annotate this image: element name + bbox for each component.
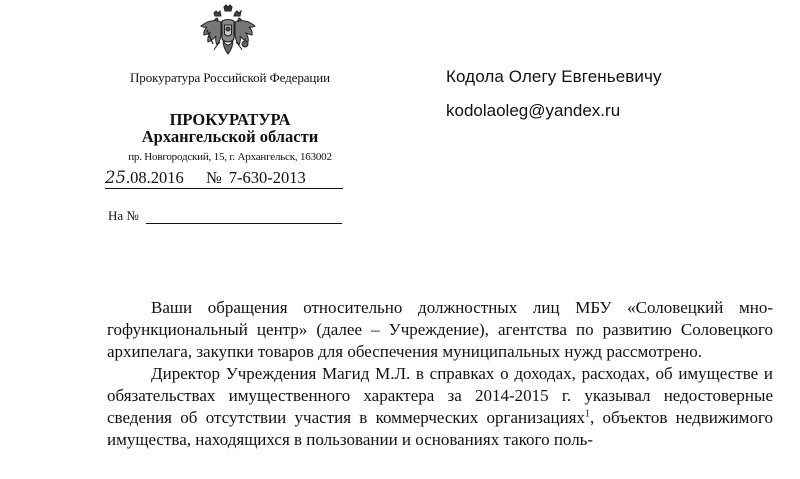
number-sign: № bbox=[206, 168, 222, 187]
reference-number-value: 7-630-2013 bbox=[228, 168, 306, 187]
recipient-email: kodolaoleg@yandex.ru bbox=[446, 101, 621, 120]
body-paragraph-2 bbox=[107, 363, 773, 451]
recipient-name: Кодола Олегу Евгеньевичу bbox=[446, 67, 662, 86]
paragraph-2-continuation: , объектов недвижимого имущества, находящихся в пользовании и основаниях такого поль- bbox=[107, 408, 773, 449]
printed-date: .08.2016 bbox=[126, 168, 184, 187]
reference-date bbox=[105, 168, 184, 188]
reference-number bbox=[206, 168, 306, 188]
reply-to-field bbox=[146, 223, 342, 224]
footnote-marker: 1 bbox=[585, 408, 591, 420]
handwritten-day: 25 bbox=[105, 168, 126, 187]
org-line: Прокуратура Российской Федерации bbox=[130, 70, 330, 85]
reply-to-label: На № bbox=[108, 208, 139, 223]
office-title: ПРОКУРАТУРА bbox=[169, 110, 291, 129]
body-paragraph-1: Ваши обращения относительно должностных лиц МБУ «Соловецкий многофункциональный центр» (далее – Учреждение), агентства по развитию Соловецкого архипелага, закупки товаров для обеспечения муниципальных нужд рассмотрено. bbox=[107, 298, 773, 361]
outgoing-reference bbox=[105, 168, 343, 189]
paragraph-2-text: Директор Учреждения Магид М.Л. в справках о доходах, расходах, об имуществе и обязательствах имущественного характера за 2014-2015 г. указывал недостоверные сведения об отсутствии участия в коммерческих организациях bbox=[107, 364, 773, 427]
office-region: Архангельской области bbox=[141, 127, 319, 146]
office-address: пр. Новгородский, 15, г. Архангельск, 163002 bbox=[128, 151, 332, 163]
letter-body bbox=[107, 297, 773, 451]
coat-of-arms-icon bbox=[197, 4, 259, 62]
